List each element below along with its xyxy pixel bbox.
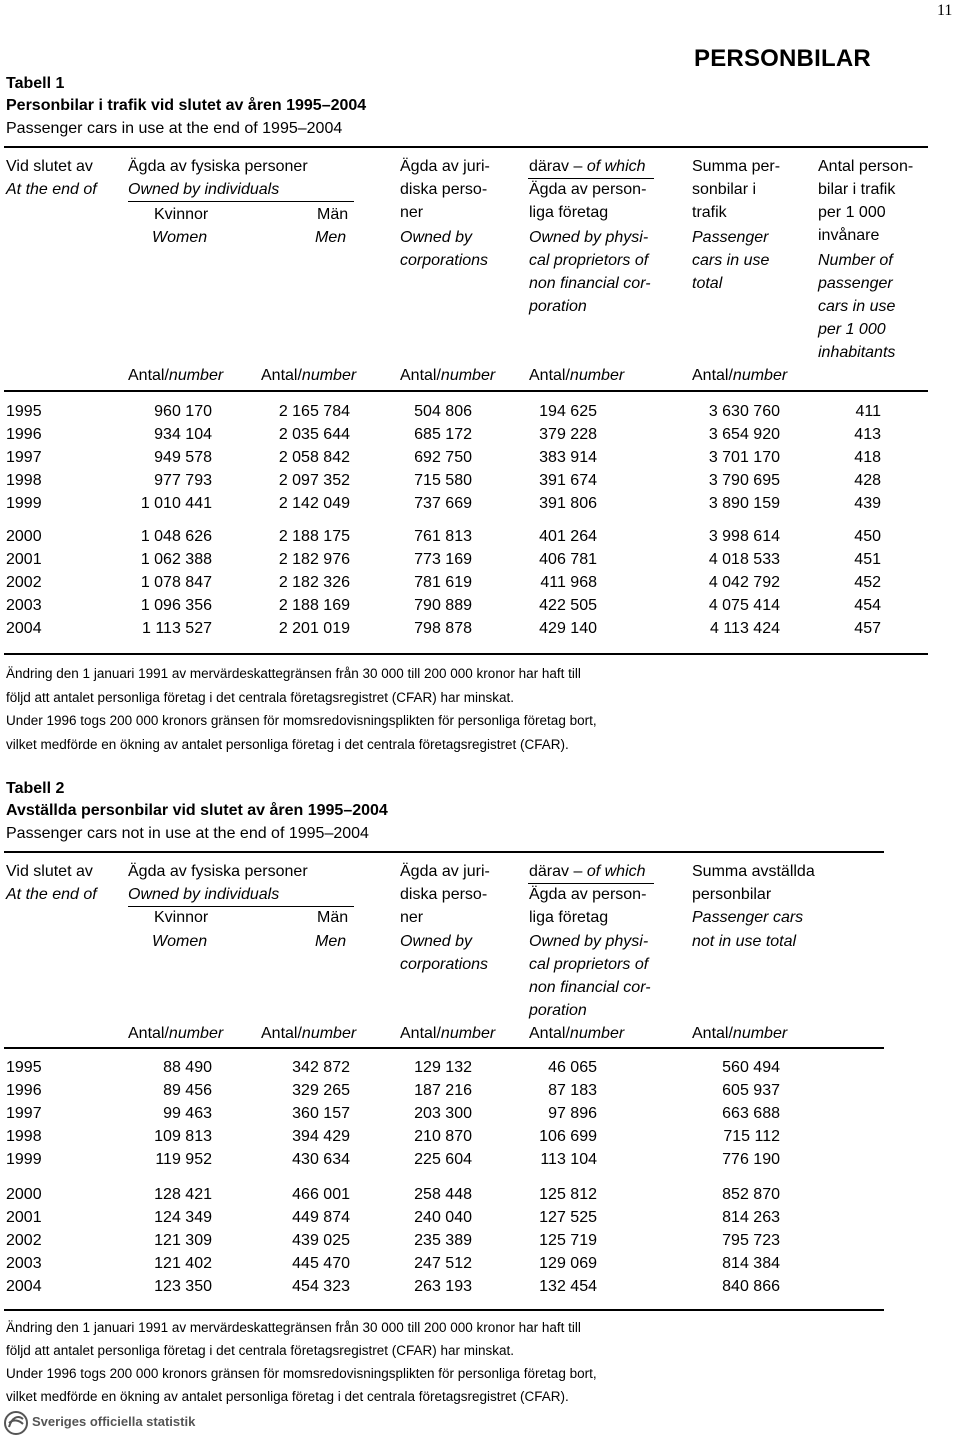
table-cell: 1 062 388: [140, 551, 212, 568]
t2-col-which-en-3: non financial cor-: [529, 979, 651, 996]
unit-sv: Antal/: [128, 1025, 169, 1042]
table-cell: 258 448: [414, 1186, 472, 1203]
table1-label: Tabell 1: [6, 75, 65, 92]
table-cell: 466 001: [292, 1186, 350, 1203]
row-year: 1995: [6, 403, 42, 420]
table-cell: 504 806: [414, 403, 472, 420]
table-cell: 89 456: [163, 1082, 212, 1099]
unit-sv: Antal/: [400, 1025, 441, 1042]
row-year: 1997: [6, 1105, 42, 1122]
table-cell: 776 190: [722, 1151, 780, 1168]
table-cell: 814 263: [722, 1209, 780, 1226]
table-row: [0, 446, 930, 469]
table-cell: 692 750: [414, 449, 472, 466]
table-cell: 391 674: [539, 472, 597, 489]
col-which-en: of which: [586, 158, 646, 175]
table-cell: 3 701 170: [708, 449, 780, 466]
t2-col-total-1: Summa avställda: [692, 863, 815, 880]
t2-unit-label: [261, 1022, 356, 1045]
table-row: [0, 1252, 930, 1275]
table-cell: 422 505: [539, 597, 597, 614]
table1-title-sv: Personbilar i trafik vid slutet av åren 1995–2004: [6, 97, 367, 114]
t2-col-corp-1: Ägda av juri-: [400, 863, 490, 880]
table-cell: 2 201 019: [278, 620, 350, 637]
table-cell: 1 096 356: [140, 597, 212, 614]
col-per1000-3: per 1 000: [818, 204, 886, 221]
row-year: 2000: [6, 1186, 42, 1203]
table-row: [0, 1275, 930, 1298]
table-cell: 97 896: [548, 1105, 597, 1122]
table-cell: 383 914: [539, 449, 597, 466]
t2-col-total-en-2: not in use total: [692, 933, 797, 950]
table-cell: 129 132: [414, 1059, 472, 1076]
table-cell: 454 323: [292, 1278, 350, 1295]
unit-label: [400, 364, 495, 387]
unit-en: number: [569, 1025, 625, 1042]
row-year: 2000: [6, 528, 42, 545]
table1-header-rule: [4, 390, 928, 392]
col-which-1: Ägda av person-: [529, 181, 647, 198]
unit-sv: Antal/: [529, 1025, 570, 1042]
unit-en: number: [732, 367, 788, 384]
table-cell: 106 699: [539, 1128, 597, 1145]
table-cell: 428: [854, 472, 881, 489]
table-cell: 2 182 976: [278, 551, 350, 568]
t2-col-which-2: liga företag: [529, 909, 609, 926]
table-cell: 605 937: [722, 1082, 780, 1099]
table2-note-2: följd att antalet personliga företag i det centrala företagsregistret (CFAR) har minskat.: [6, 1343, 514, 1358]
table-cell: 430 634: [292, 1151, 350, 1168]
row-year: 1998: [6, 1128, 42, 1145]
table-cell: 737 669: [414, 495, 472, 512]
col-corp-en-1: Owned by: [400, 229, 473, 246]
table-cell: 210 870: [414, 1128, 472, 1145]
table-cell: 4 113 424: [710, 620, 780, 637]
table-cell: 263 193: [414, 1278, 472, 1295]
table-cell: 445 470: [292, 1255, 350, 1272]
t2-col-total-en-1: Passenger cars: [692, 909, 804, 926]
table-cell: 3 790 695: [708, 472, 780, 489]
row-year: 2002: [6, 574, 42, 591]
t2-col-women-sv: Kvinnor: [154, 909, 209, 926]
t2-unit-label: [529, 1022, 624, 1045]
page-number: 11: [937, 2, 953, 19]
col-which-en-1: Owned by physi-: [529, 229, 649, 246]
t2-col-which-1: Ägda av person-: [529, 886, 647, 903]
table-cell: 790 889: [414, 597, 472, 614]
table-cell: 240 040: [414, 1209, 472, 1226]
col-corp-1: Ägda av juri-: [400, 158, 490, 175]
col-total-3: trafik: [692, 204, 727, 221]
row-year: 1998: [6, 472, 42, 489]
table-cell: 379 228: [539, 426, 597, 443]
table-cell: 451: [854, 551, 881, 568]
table-cell: 450: [854, 528, 881, 545]
table-cell: 840 866: [722, 1278, 780, 1295]
unit-en: number: [301, 367, 357, 384]
t2-col-men-sv: Män: [317, 909, 349, 926]
col-women-sv: Kvinnor: [154, 206, 209, 223]
row-year: 1999: [6, 1151, 42, 1168]
table-cell: 99 463: [163, 1105, 212, 1122]
table-cell: 121 309: [154, 1232, 212, 1249]
table-cell: 715 580: [414, 472, 472, 489]
col-individuals-sv: Ägda av fysiska personer: [128, 158, 308, 175]
unit-sv: Antal/: [400, 367, 441, 384]
unit-sv: Antal/: [529, 367, 570, 384]
table-cell: 129 069: [539, 1255, 597, 1272]
col-which-label: [529, 155, 646, 178]
table-cell: 418: [854, 449, 881, 466]
unit-label: [529, 364, 624, 387]
col-per1000-1: Antal person-: [818, 158, 914, 175]
table2-header-rule: [4, 1047, 884, 1049]
col-which-en-3: non financial cor-: [529, 275, 651, 292]
table-row: [0, 1148, 930, 1171]
table-cell: 2 165 784: [278, 403, 350, 420]
table-cell: 3 998 614: [708, 528, 780, 545]
t2-col-individuals-en: Owned by individuals: [128, 886, 280, 903]
col-women-en: Women: [152, 229, 208, 246]
table-cell: 685 172: [414, 426, 472, 443]
unit-label: [692, 364, 787, 387]
table-cell: 128 421: [154, 1186, 212, 1203]
table-row: [0, 400, 930, 423]
table1-note-3: Under 1996 togs 200 000 kronors gränsen för momsredovisningsplikten för personliga företag bort,: [6, 713, 597, 728]
table-cell: 429 140: [539, 620, 597, 637]
table-cell: 3 890 159: [708, 495, 780, 512]
row-year: 1996: [6, 1082, 42, 1099]
t2-col-individuals-sv: Ägda av fysiska personer: [128, 863, 308, 880]
table-cell: 4 042 792: [708, 574, 780, 591]
row-year: 1996: [6, 426, 42, 443]
section-title: PERSONBILAR: [694, 45, 871, 72]
col-per1000-en-4: per 1 000: [818, 321, 886, 338]
table-row: [0, 1125, 930, 1148]
unit-label: [128, 364, 223, 387]
table1-title-en: Passenger cars in use at the end of 1995–2004: [6, 120, 343, 137]
table-row: [0, 571, 930, 594]
col-total-2: sonbilar i: [692, 181, 757, 198]
table1-note-2: följd att antalet personliga företag i det centrala företagsregistret (CFAR) har minskat.: [6, 690, 514, 705]
table-cell: 949 578: [154, 449, 212, 466]
table-cell: 3 630 760: [708, 403, 780, 420]
table-cell: 449 874: [292, 1209, 350, 1226]
table-cell: 454: [854, 597, 881, 614]
unit-label: [261, 364, 356, 387]
table-cell: 1 010 441: [140, 495, 212, 512]
col-per1000-en-3: cars in use: [818, 298, 896, 315]
table-cell: 342 872: [292, 1059, 350, 1076]
col-which-en-2: cal proprietors of: [529, 252, 649, 269]
table-cell: 977 793: [154, 472, 212, 489]
col-corp-3: ner: [400, 204, 424, 221]
col-corp-en-2: corporations: [400, 252, 489, 269]
table-cell: 3 654 920: [708, 426, 780, 443]
table-cell: 1 048 626: [140, 528, 212, 545]
col-per1000-en-5: inhabitants: [818, 344, 896, 361]
table1-top-rule: [4, 146, 928, 148]
t2-unit-label: [692, 1022, 787, 1045]
row-year: 2003: [6, 597, 42, 614]
col-corp-2: diska perso-: [400, 181, 488, 198]
col-per1000-en-2: passenger: [818, 275, 893, 292]
table-row: [0, 1079, 930, 1102]
table-cell: 119 952: [155, 1151, 212, 1168]
col-per1000-2: bilar i trafik: [818, 181, 896, 198]
unit-en: number: [569, 367, 625, 384]
col-total-en-2: cars in use: [692, 252, 770, 269]
table-cell: 394 429: [292, 1128, 350, 1145]
table-cell: 2 182 326: [278, 574, 350, 591]
table2-note-1: Ändring den 1 januari 1991 av mervärdeskattegränsen från 30 000 till 200 000 kronor har haft till: [6, 1320, 581, 1335]
col-per1000-4: invånare: [818, 227, 880, 244]
table-cell: 391 806: [539, 495, 597, 512]
table-cell: 781 619: [414, 574, 472, 591]
row-year: 2003: [6, 1255, 42, 1272]
t2-col-which-en-2: cal proprietors of: [529, 956, 649, 973]
row-year: 2002: [6, 1232, 42, 1249]
table-row: [0, 423, 930, 446]
table-cell: 798 878: [414, 620, 472, 637]
table-cell: 124 349: [154, 1209, 212, 1226]
t2-col-which-sv: därav –: [529, 863, 583, 880]
table-cell: 132 454: [539, 1278, 597, 1295]
table-cell: 46 065: [548, 1059, 597, 1076]
table-cell: 203 300: [414, 1105, 472, 1122]
table2-note-3: Under 1996 togs 200 000 kronors gränsen för momsredovisningsplikten för personliga företag bort,: [6, 1366, 597, 1381]
table-cell: 360 157: [292, 1105, 350, 1122]
table-cell: 329 265: [292, 1082, 350, 1099]
row-year: 2001: [6, 1209, 42, 1226]
unit-en: number: [732, 1025, 788, 1042]
table-cell: 457: [854, 620, 881, 637]
table-cell: 1 113 527: [142, 620, 212, 637]
table-cell: 1 078 847: [140, 574, 212, 591]
table-cell: 125 812: [539, 1186, 597, 1203]
table-cell: 814 384: [722, 1255, 780, 1272]
table-row: [0, 548, 930, 571]
table-cell: 123 350: [154, 1278, 212, 1295]
t2-col-year-en: At the end of: [6, 886, 97, 903]
table-cell: 113 104: [540, 1151, 597, 1168]
t2-col-which-label: [529, 860, 646, 883]
t2-col-total-2: personbilar: [692, 886, 772, 903]
table-cell: 87 183: [548, 1082, 597, 1099]
table-cell: 2 097 352: [278, 472, 350, 489]
t2-col-year-sv: Vid slutet av: [6, 863, 93, 880]
table-cell: 127 525: [539, 1209, 597, 1226]
row-year: 2004: [6, 1278, 42, 1295]
col-which-sv: därav –: [529, 158, 583, 175]
table-cell: 452: [854, 574, 881, 591]
individuals-underline: [128, 201, 354, 202]
col-total-1: Summa per-: [692, 158, 781, 175]
unit-en: number: [301, 1025, 357, 1042]
table-row: [0, 1206, 930, 1229]
unit-sv: Antal/: [261, 367, 302, 384]
table-cell: 560 494: [722, 1059, 780, 1076]
table-cell: 225 604: [414, 1151, 472, 1168]
table-cell: 247 512: [414, 1255, 472, 1272]
table2-bottom-rule: [4, 1309, 884, 1311]
unit-sv: Antal/: [128, 367, 169, 384]
col-men-en: Men: [315, 229, 347, 246]
table-row: [0, 492, 930, 515]
table-cell: 773 169: [414, 551, 472, 568]
table-cell: 125 719: [539, 1232, 597, 1249]
table-cell: 2 188 169: [278, 597, 350, 614]
col-year-sv: Vid slutet av: [6, 158, 93, 175]
col-which-en-4: poration: [529, 298, 587, 315]
table-cell: 2 058 842: [278, 449, 350, 466]
col-total-en-3: total: [692, 275, 723, 292]
table-row: [0, 617, 930, 640]
col-which-2: liga företag: [529, 204, 609, 221]
row-year: 2001: [6, 551, 42, 568]
table2-label: Tabell 2: [6, 780, 65, 797]
table-cell: 2 142 049: [278, 495, 350, 512]
table-cell: 663 688: [722, 1105, 780, 1122]
table-row: [0, 1229, 930, 1252]
unit-en: number: [440, 1025, 496, 1042]
col-year-en: At the end of: [6, 181, 97, 198]
row-year: 1999: [6, 495, 42, 512]
table-cell: 715 112: [723, 1128, 780, 1145]
table-cell: 761 813: [414, 528, 472, 545]
table-cell: 4 018 533: [708, 551, 780, 568]
row-year: 2004: [6, 620, 42, 637]
t2-col-women-en: Women: [152, 933, 208, 950]
col-total-en-1: Passenger: [692, 229, 769, 246]
table2-title-en: Passenger cars not in use at the end of 1995–2004: [6, 825, 369, 842]
table-cell: 439 025: [292, 1232, 350, 1249]
table-row: [0, 469, 930, 492]
table-cell: 406 781: [539, 551, 597, 568]
table-cell: 852 870: [722, 1186, 780, 1203]
table1-note-1: Ändring den 1 januari 1991 av mervärdeskattegränsen från 30 000 till 200 000 kronor har haft till: [6, 666, 581, 681]
table-cell: 235 389: [414, 1232, 472, 1249]
row-year: 1997: [6, 449, 42, 466]
table-cell: 187 216: [414, 1082, 472, 1099]
t2-unit-label: [128, 1022, 223, 1045]
sos-logo-text: Sveriges officiella statistik: [32, 1414, 196, 1429]
table-cell: 413: [854, 426, 881, 443]
table-cell: 88 490: [163, 1059, 212, 1076]
unit-en: number: [168, 1025, 224, 1042]
table1-note-4: vilket medförde en ökning av antalet personliga företag i det centrala företagsregistret (CFAR).: [6, 737, 569, 752]
t2-col-which-en-4: poration: [529, 1002, 587, 1019]
table-cell: 439: [854, 495, 881, 512]
col-men-sv: Män: [317, 206, 349, 223]
unit-en: number: [168, 367, 224, 384]
table-cell: 194 625: [539, 403, 597, 420]
t2-col-corp-2: diska perso-: [400, 886, 488, 903]
table-row: [0, 594, 930, 617]
table-row: [0, 1183, 930, 1206]
table-cell: 109 813: [154, 1128, 212, 1145]
t2-col-which-en-1: Owned by physi-: [529, 933, 649, 950]
table-cell: 960 170: [154, 403, 212, 420]
table-cell: 4 075 414: [708, 597, 780, 614]
table-cell: 411: [855, 403, 881, 420]
t2-col-corp-en-2: corporations: [400, 956, 489, 973]
table-row: [0, 525, 930, 548]
t2-col-corp-3: ner: [400, 909, 424, 926]
t2-col-men-en: Men: [315, 933, 347, 950]
unit-sv: Antal/: [261, 1025, 302, 1042]
table-cell: 121 402: [154, 1255, 212, 1272]
unit-sv: Antal/: [692, 1025, 733, 1042]
t2-unit-label: [400, 1022, 495, 1045]
table2-title-sv: Avställda personbilar vid slutet av åren 1995–2004: [6, 802, 388, 819]
row-year: 1995: [6, 1059, 42, 1076]
table2-note-4: vilket medförde en ökning av antalet personliga företag i det centrala företagsregistret (CFAR).: [6, 1389, 569, 1404]
table-cell: 401 264: [539, 528, 597, 545]
col-individuals-en: Owned by individuals: [128, 181, 280, 198]
sos-emblem-icon: [4, 1411, 28, 1435]
t2-col-corp-en-1: Owned by: [400, 933, 473, 950]
table-row: [0, 1056, 930, 1079]
table1-bottom-rule: [4, 653, 928, 655]
table-cell: 411 968: [540, 574, 597, 591]
t2-col-which-en: of which: [586, 863, 646, 880]
unit-sv: Antal/: [692, 367, 733, 384]
table-cell: 2 035 644: [278, 426, 350, 443]
table-row: [0, 1102, 930, 1125]
table-cell: 2 188 175: [278, 528, 350, 545]
table-cell: 795 723: [722, 1232, 780, 1249]
table2-top-rule: [4, 851, 884, 853]
table-cell: 934 104: [154, 426, 212, 443]
col-per1000-en-1: Number of: [818, 252, 893, 269]
unit-en: number: [440, 367, 496, 384]
